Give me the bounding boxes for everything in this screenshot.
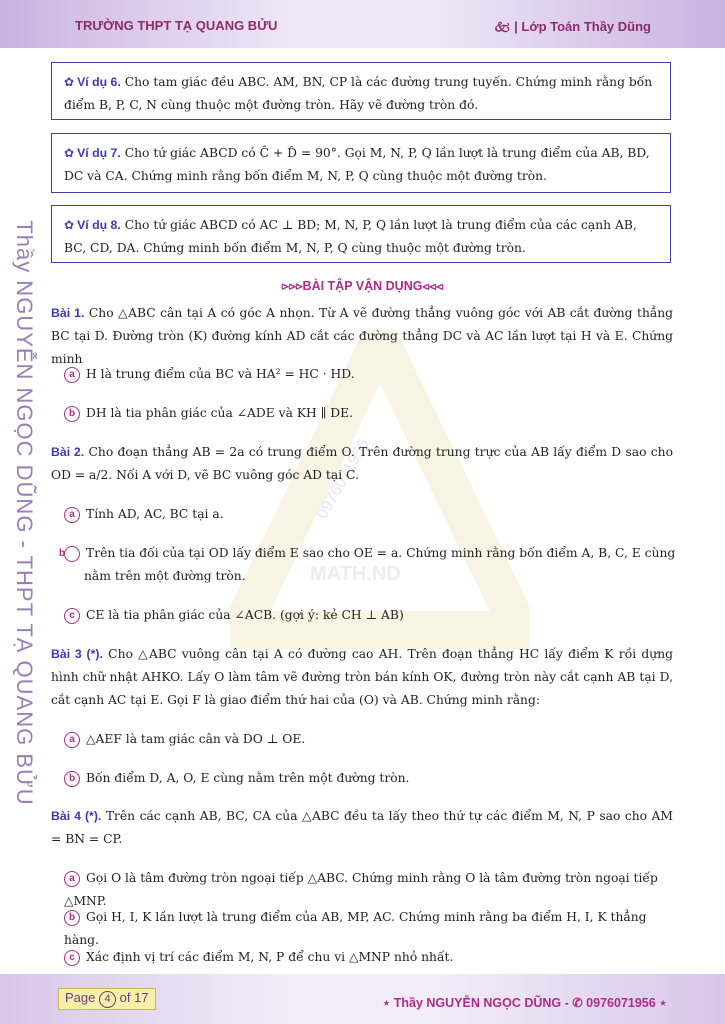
item-marker: b [64, 771, 80, 787]
problem-label: Bài 2. [51, 445, 85, 459]
item-text: Trên tia đối của tại OD lấy điểm E sao cho OE = a. Chứng minh rằng bốn điểm A, B, C, E cùng nằm trên một đường tròn. [84, 546, 676, 583]
item-text: H là trung điểm của BC và HA² = HC · HD. [86, 367, 355, 381]
problem-label: Bài 3 (*). [51, 647, 103, 661]
item-marker: b [64, 546, 80, 562]
example-text: Cho tứ giác ABCD có Ĉ + D̂ = 90°. Gọi M, N, P, Q lần lượt là trung điểm của AB, BD, DC và CA. Chứng minh rằng bốn điểm M, N, P, Q cùng thuộc một đường tròn. [64, 146, 650, 183]
problem-4-item-c [64, 946, 674, 969]
item-marker: b [64, 910, 80, 926]
problem-1-item-a [64, 363, 674, 386]
problem-2 [51, 441, 673, 487]
item-text: Tính AD, AC, BC tại a. [86, 507, 224, 521]
watermark-phone: 0976071956 [313, 436, 373, 522]
problem-1-item-b [64, 402, 674, 425]
item-marker: c [64, 608, 80, 624]
page-suffix: of 17 [119, 990, 149, 1005]
item-marker: a [64, 871, 80, 887]
example-text: Cho tứ giác ABCD có AC ⊥ BD; M, N, P, Q lần lượt là trung điểm của các cạnh AB, BC, CD, DA. Chứng minh bốn điểm M, N, P, Q cùng thuộc một đường tròn. [64, 218, 637, 255]
problem-text: Cho đoạn thẳng AB = 2a có trung điểm O. Trên đường trung trực của AB lấy điểm D sao cho OD = a/2. Nối A với D, vẽ BC vuông góc AD tại C. [51, 445, 673, 482]
example-text: Cho tam giác đều ABC. AM, BN, CP là các đường trung tuyến. Chứng minh rằng bốn điểm B, P, C, N cùng thuộc một đường tròn. Hãy vẽ đường tròn đó. [64, 75, 653, 112]
problem-1 [51, 302, 673, 371]
example-label: Ví dụ 7. [77, 146, 121, 160]
problem-3 [51, 643, 673, 712]
watermark-brand: MATH.ND [310, 563, 401, 585]
problem-text: Cho △ABC cân tại A có góc A nhọn. Từ A vẽ đường thẳng vuông góc với AB cắt đường thẳng BC tại D. Đường tròn (K) đường kính AD cắt các đường thẳng DC và AC lần lượt tại H và E. Chứng minh [51, 306, 673, 366]
cluster-icon: ✿ [64, 146, 75, 160]
item-text: Gọi O là tâm đường tròn ngoại tiếp △ABC. Chứng minh rằng O là tâm đường tròn ngoại tiếp △MNP. [64, 871, 658, 908]
page-footer [0, 974, 725, 1024]
problem-4 [51, 805, 673, 851]
problem-text: Cho △ABC vuông cân tại A có đường cao AH. Trên đoạn thẳng HC lấy điểm K rồi dựng hình chữ nhật AHKO. Lấy O làm tâm vẽ đường tròn bán kính OK, đường tròn này cắt cạnh AB tại D, cắt cạnh AC tại E. Gọi F là giao điểm thứ hai của (O) và AB. Chứng minh rằng: [51, 647, 673, 707]
problem-3-item-a [64, 728, 674, 751]
example-7 [51, 133, 671, 193]
cluster-icon: ✿ [64, 75, 75, 89]
item-marker: a [64, 507, 80, 523]
problem-text: Trên các cạnh AB, BC, CA của △ABC đều ta lấy theo thứ tự các điểm M, N, P sao cho AM = BN = CP. [51, 809, 673, 846]
item-text: △AEF là tam giác cân và DO ⊥ OE. [86, 732, 306, 746]
page-prefix: Page [65, 990, 96, 1005]
section-title: ⪧⪧⪧BÀI TẬP VẬN DỤNG⪦⪦⪦ [281, 279, 444, 293]
item-text: Gọi H, I, K lần lượt là trung điểm của AB, MP, AC. Chứng minh rằng ba điểm H, I, K thẳng hàng. [64, 910, 647, 947]
problem-label: Bài 4 (*). [51, 809, 102, 823]
school-name: TRƯỜNG THPT TẠ QUANG BỬU [75, 18, 278, 33]
item-text: CE là tia phân giác của ∠ACB. (gợi ý: kẻ CH ⊥ AB) [86, 608, 404, 622]
page-indicator [58, 988, 156, 1010]
side-author-text: Thầy NGUYỄN NGỌC DŨNG - THPT TẠ QUANG BỬU [12, 220, 37, 806]
item-text: DH là tia phân giác của ∠ADE và KH ∥ DE. [86, 406, 353, 420]
class-name: 🙵 | Lớp Toán Thầy Dũng [494, 19, 651, 34]
problem-label: Bài 1. [51, 306, 85, 320]
page-number: 4 [99, 991, 116, 1008]
item-text: Bốn điểm D, A, O, E cùng nằm trên một đường tròn. [86, 771, 410, 785]
example-8 [51, 205, 671, 263]
footer-author: ⋆ Thầy NGUYỄN NGỌC DŨNG - ✆ 0976071956 ⋆ [382, 996, 667, 1010]
item-text: Xác định vị trí các điểm M, N, P để chu vi △MNP nhỏ nhất. [86, 950, 454, 964]
example-label: Ví dụ 6. [77, 75, 121, 89]
item-marker: c [64, 950, 80, 966]
problem-3-item-b [64, 767, 674, 790]
side-author-banner [4, 215, 37, 815]
item-marker: a [64, 367, 80, 383]
example-6 [51, 62, 671, 120]
page-header [0, 0, 725, 48]
problem-2-item-c [64, 604, 674, 627]
problem-2-item-a [64, 503, 674, 526]
problem-2-item-b [58, 542, 694, 588]
item-marker: a [64, 732, 80, 748]
example-label: Ví dụ 8. [77, 218, 121, 232]
cluster-icon: ✿ [64, 218, 75, 232]
item-marker: b [64, 406, 80, 422]
